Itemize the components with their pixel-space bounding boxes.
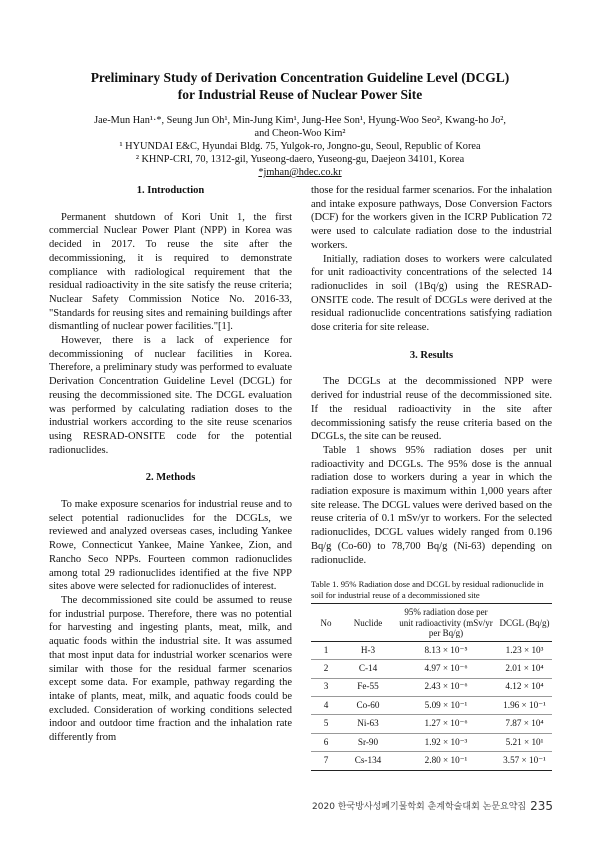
cell-nuclide: H-3 [341,641,395,659]
cell-dose: 1.27 × 10⁻⁶ [395,715,497,733]
cell-no: 7 [311,752,341,770]
cell-dcgl: 5.21 × 10¹ [497,733,552,751]
cell-nuclide: Sr-90 [341,733,395,751]
cell-no: 6 [311,733,341,751]
results-paragraph-2: Table 1 shows 95% radiation doses per unit radioactivity and DCGLs. The 95% dose is the annual radiation dose to workers during a year in which the radiation exposure is maximum within 1,000 years after site release. The DCGL values were derived based on the reuse criteria of 0.1 mSv/yr to workers. For the selected radionuclides, DCGL values widely ranged from 0.196 Bq/g (Co-60) to 78,700 Bq/g (Ni-63) depending on radionuclide. [311,444,552,566]
intro-paragraph-1: Permanent shutdown of Kori Unit 1, the first commercial Nuclear Power Plant (NPP) in Korea was decided in 2017. To reuse the site after the decommissioning, it is required to demonstrate compliance with radiological requirement that the residual radioactivity in the site satisfy the reuse criteria; Nuclear Safety Commission Notice No. 2016-33, "Standards for reusing sites and remaining buildings after dismantling of nuclear power facilities."[1]. [49,211,292,333]
results-paragraph-1: The DCGLs at the decommissioned NPP were derived for industrial reuse of the decommissioned site. If the residual radioactivity in the site after decommissioning satisfy the reuse criteria based on the DCGLs, the site can be reused. [311,376,552,443]
methods-paragraph-2: The decommissioned site could be assumed to reuse for industrial purpose. Therefore, there was no potential for harvesting and ingesting plants, meat, milk, and aquatic foods within the industrial site. It was assumed that most input data for industrial worker scenarios were similar with those for the residual farmer scenarios except some data. For example, pathway regarding the intake of plants, meat, milk, and aquatic foods could be excluded. Consideration of working conditions selected indoor and outdoor time fraction and the inhalation rate differently from [49,594,292,744]
cell-dose: 5.09 × 10⁻¹ [395,696,497,714]
author-block [0,114,600,179]
cell-dcgl: 2.01 × 10⁴ [497,660,552,678]
intro-paragraph-2: However, there is a lack of experience for decommissioning of nuclear facilities in Korea. Therefore, a preliminary study was performed to evaluate Derivation Concentration Guideline Level (DCGL) for reusing the decommissioned site. The DCGL evaluation was performed by calculating radiation doses to the industrial workers according to the site reuse scenarios using RESRAD-ONSITE code for the potential radionuclides. [49,335,292,456]
page-number: 235 [530,799,553,813]
header-dose: 95% radiation dose per unit radioactivity (mSv/yr per Bq/g) [395,604,497,642]
table-row [311,715,552,733]
table-row [311,660,552,678]
page-footer [312,799,553,813]
cell-dcgl: 3.57 × 10⁻¹ [497,752,552,770]
table-row [311,733,552,751]
corresponding-email[interactable]: *jmhan@hdec.co.kr [258,167,342,178]
affiliation-1: ¹ HYUNDAI E&C, Hyundai Bldg. 75, Yulgok-ro, Jongno-gu, Seoul, Republic of Korea [119,141,481,152]
cell-dcgl: 1.96 × 10⁻¹ [497,696,552,714]
title-line-2: for Industrial Reuse of Nuclear Power Site [177,87,423,102]
proceedings-name: 2020 한국방사성폐기물학회 춘계학술대회 논문요약집 [312,802,527,812]
cell-nuclide: Cs-134 [341,752,395,770]
paper-title [0,69,600,103]
cell-nuclide: Ni-63 [341,715,395,733]
table-row [311,678,552,696]
cell-no: 5 [311,715,341,733]
cell-dose: 1.92 × 10⁻³ [395,733,497,751]
header-dcgl: DCGL (Bq/g) [497,604,552,642]
cell-dose: 8.13 × 10⁻⁵ [395,641,497,659]
cell-no: 4 [311,696,341,714]
left-column [49,184,292,745]
cell-dose: 4.97 × 10⁻⁶ [395,660,497,678]
header-nuclide: Nuclide [341,604,395,642]
cell-dose: 2.43 × 10⁻⁶ [395,678,497,696]
authors-line-2: and Cheon-Woo Kim² [254,128,346,139]
authors-line-1: Jae-Mun Han¹·*, Seung Jun Oh¹, Min-Jung Kim¹, Jung-Hee Son¹, Hyung-Woo Seo², Kwang-ho Jo², [94,115,506,126]
cell-nuclide: Fe-55 [341,678,395,696]
cell-nuclide: C-14 [341,660,395,678]
results-heading: 3. Results [409,349,454,361]
table-row [311,752,552,770]
cell-dcgl: 1.23 × 10³ [497,641,552,659]
introduction-heading: 1. Introduction [136,185,205,196]
cell-nuclide: Co-60 [341,696,395,714]
methods-heading: 2. Methods [145,472,196,484]
methods-paragraph-3: Initially, radiation doses to workers were calculated for unit radioactivity concentrations of the selected 14 radionuclides in soil (1Bq/g) using the RESRAD-ONSITE code. The result of DCGLs were derived at the residual radionuclide concentrations satisfying radiation dose criteria for site release. [311,253,552,334]
cell-dcgl: 7.87 × 10⁴ [497,715,552,733]
right-column [311,184,552,771]
dcgl-table [311,603,552,770]
cell-dose: 2.80 × 10⁻¹ [395,752,497,770]
cell-dcgl: 4.12 × 10⁴ [497,678,552,696]
title-line-1: Preliminary Study of Derivation Concentration Guideline Level (DCGL) [90,70,510,85]
affiliation-2: ² KHNP-CRI, 70, 1312-gil, Yuseong-daero, Yuseong-gu, Daejeon 34101, Korea [135,154,465,165]
table-row [311,641,552,659]
table-header-row [311,604,552,642]
table-caption: Table 1. 95% Radiation dose and DCGL by residual radionuclide in soil for industrial reuse of a decommissioned site [311,579,544,600]
table-row [311,696,552,714]
methods-paragraph-2-continued: those for the residual farmer scenarios. For the inhalation and intake exposure pathways, Dose Conversion Factors (DCF) for the workers given in the ICRP Publication 72 were used to calculate radiation dose to the industrial workers. [311,185,552,251]
header-no: No [311,604,341,642]
methods-paragraph-1: To make exposure scenarios for industrial reuse and to select potential radionuclides for the DCGLs, we reviewed and analyzed overseas cases, including Yankee Rowe, Connecticut Yankee, Maine Yankee, Zion, and Rancho Seco NPPs. Fourteen common radionuclides among total 29 radionuclides identified at the five NPP sites above were selected for radionuclides of interest. [49,499,292,593]
cell-no: 1 [311,641,341,659]
cell-no: 2 [311,660,341,678]
cell-no: 3 [311,678,341,696]
